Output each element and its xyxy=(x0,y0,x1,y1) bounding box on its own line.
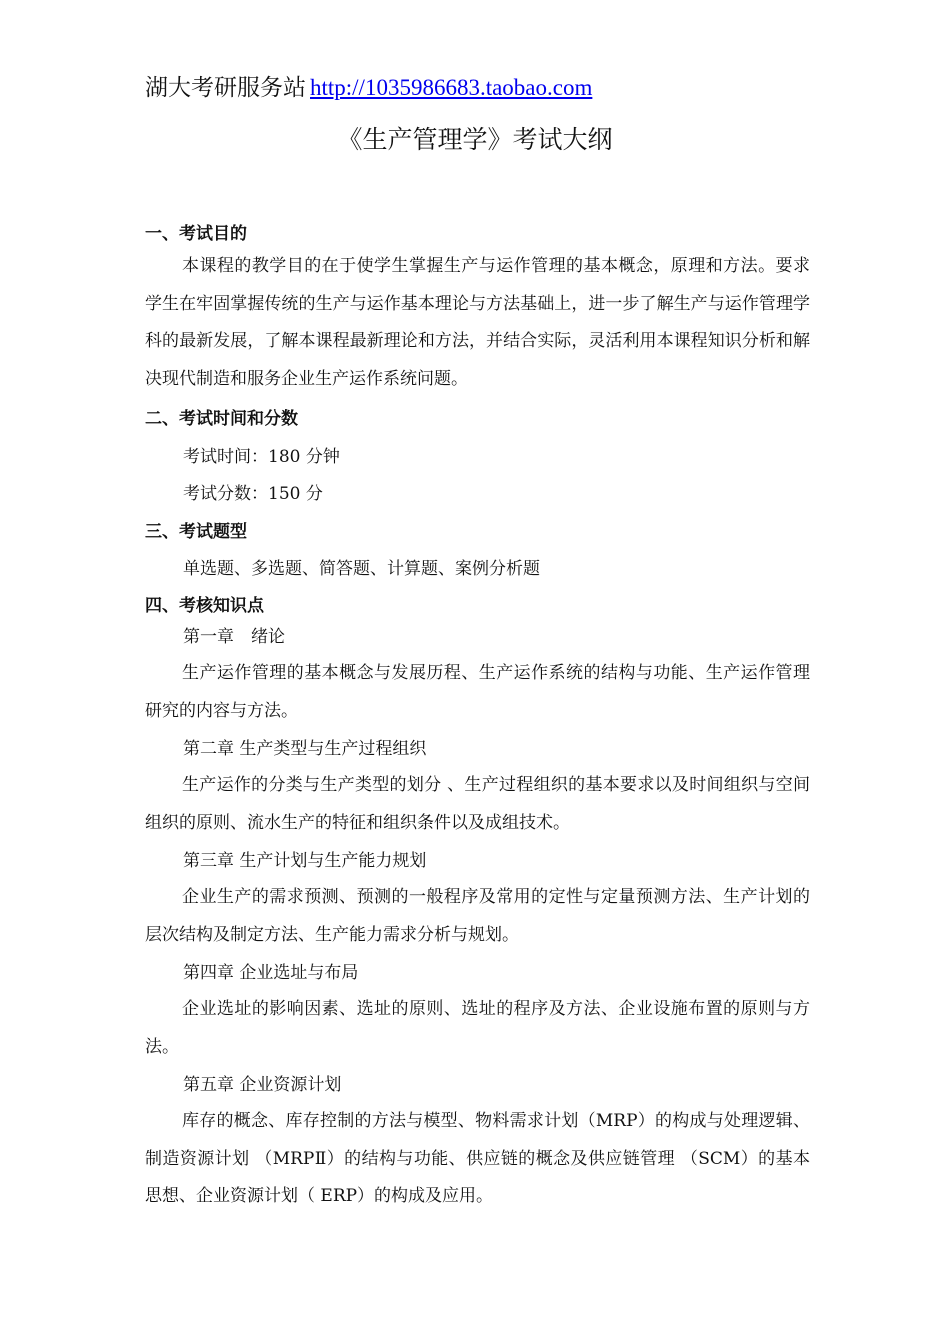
chapter-content: 企业生产的需求预测、预测的一般程序及常用的定性与定量预测方法、生产计划的层次结构及制定方法、生产能力需求分析与规划。 xyxy=(145,887,810,945)
chapter-title: 第三章 生产计划与生产能力规划 xyxy=(183,851,427,871)
chapter-content: 生产运作的分类与生产类型的划分 、生产过程组织的基本要求以及时间组织与空间组织的原则、流水生产的特征和组织条件以及成组技术。 xyxy=(145,775,810,833)
section-body-purpose: 本课程的教学目的在于使学生掌握生产与运作管理的基本概念，原理和方法。要求学生在牢固掌握传统的生产与运作基本理论与方法基础上，进一步了解生产与运作管理学科的最新发展，了解本课程最新理论和方法，并结合实际，灵活利用本课程知识分析和解决现代制造和服务企业生产运作系统问题。 xyxy=(145,256,810,389)
chapter-title: 第四章 企业选址与布局 xyxy=(183,963,359,983)
chapter-title: 第一章 绪论 xyxy=(183,627,285,647)
chapter-content: 生产运作管理的基本概念与发展历程、生产运作系统的结构与功能、生产运作管理研究的内容与方法。 xyxy=(145,663,810,721)
question-types: 单选题、多选题、简答题、计算题、案例分析题 xyxy=(183,559,540,579)
section-heading-knowledge-points: 四、考核知识点 xyxy=(145,596,264,616)
section-heading-time-score: 二、考试时间和分数 xyxy=(145,409,298,429)
section-heading-question-types: 三、考试题型 xyxy=(145,522,247,542)
chapter-title: 第二章 生产类型与生产过程组织 xyxy=(183,739,427,759)
header-link[interactable]: http://1035986683.taobao.com xyxy=(310,75,593,100)
section-heading-purpose: 一、考试目的 xyxy=(145,224,247,244)
chapter-title: 第五章 企业资源计划 xyxy=(183,1075,342,1095)
page-title: 《生产管理学》考试大纲 xyxy=(337,125,613,154)
exam-time: 考试时间：180 分钟 xyxy=(183,447,340,467)
header-prefix: 湖大考研服务站 xyxy=(145,75,306,101)
exam-score: 考试分数：150 分 xyxy=(183,484,323,504)
header-line xyxy=(145,70,592,106)
chapter-content: 企业选址的影响因素、选址的原则、选址的程序及方法、企业设施布置的原则与方法。 xyxy=(145,999,810,1057)
chapter-content: 库存的概念、库存控制的方法与模型、物料需求计划（MRP）的构成与处理逻辑、制造资源计划 （MRPⅡ）的结构与功能、供应链的概念及供应链管理 （SCM）的基本思想、企业资源计划（ ERP）的构成及应用。 xyxy=(145,1111,810,1206)
